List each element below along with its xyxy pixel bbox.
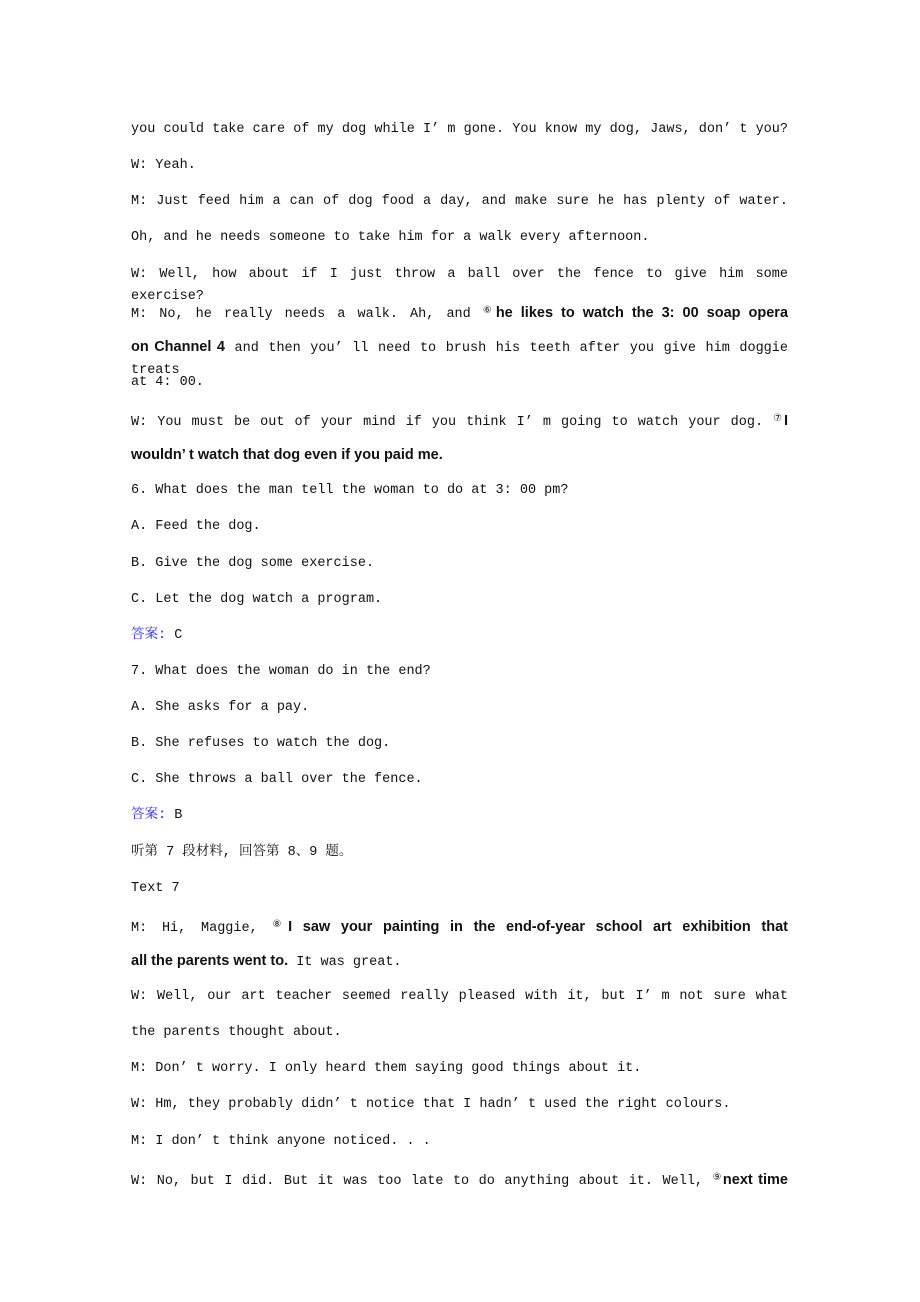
text-line bbox=[131, 769, 788, 805]
key-sentence: on Channel 4 bbox=[131, 338, 225, 355]
text-line bbox=[131, 805, 788, 841]
text-segment: W: Well, how about if I just throw a ball over the fence to give him some exercise? bbox=[131, 266, 788, 304]
text-segment: M: Hi, Maggie, bbox=[131, 920, 273, 936]
text-segment: at 4: 00. bbox=[131, 374, 204, 390]
text-segment: W: Hm, they probably didn’ t notice that I hadn’ t used the right colours. bbox=[131, 1097, 731, 1113]
text-line bbox=[131, 625, 788, 661]
text-line bbox=[131, 878, 788, 914]
text-segment: A. She asks for a pay. bbox=[131, 700, 310, 715]
text-line bbox=[131, 553, 788, 589]
text-segment: M: Don’ t worry. I only heard them saying good things about it. bbox=[131, 1061, 642, 1077]
text-line bbox=[131, 516, 788, 552]
text-segment: Oh, and he needs someone to take him for a walk every afternoon. bbox=[131, 230, 650, 246]
text-segment: W: Yeah. bbox=[131, 158, 196, 174]
text-segment: C. Let the dog watch a program. bbox=[131, 591, 383, 607]
text-line bbox=[131, 986, 788, 1022]
text-segment: A. Feed the dog. bbox=[131, 519, 261, 535]
key-sentence: all the parents went to. bbox=[131, 952, 289, 969]
text-segment: C bbox=[174, 627, 183, 643]
text-segment: 7. What does the woman do in the end? bbox=[131, 663, 431, 679]
circled-number-marker: ⑨ bbox=[712, 1171, 723, 1183]
text-segment: M: No, he really needs a walk. Ah, and bbox=[131, 306, 483, 322]
text-line bbox=[131, 264, 788, 304]
key-sentence: I saw your painting in the end-of-year school art exhibition that bbox=[288, 918, 788, 935]
text-line bbox=[131, 1058, 788, 1094]
text-segment: and then you’ ll need to brush his teeth after you give him doggie treats bbox=[131, 340, 788, 378]
text-segment: you could take care of my dog while I’ m gone. You know my dog, Jaws, don’ t you? bbox=[131, 122, 788, 137]
text-line bbox=[131, 589, 788, 625]
text-line bbox=[131, 119, 788, 155]
text-segment: M: I don’ t think anyone noticed. . . bbox=[131, 1133, 431, 1149]
text-segment: M: Just feed him a can of dog food a day, and make sure he has plenty of water. bbox=[131, 194, 788, 210]
key-sentence: next time bbox=[722, 1171, 788, 1188]
text-segment: Text 7 bbox=[131, 880, 180, 896]
text-line bbox=[131, 480, 788, 516]
answer-label: 答案: bbox=[131, 627, 175, 643]
circled-number-marker: ⑥ bbox=[482, 304, 496, 316]
text-segment: W: No, but I did. But it was too late to do anything about it. Well, bbox=[131, 1173, 713, 1189]
text-segment: the parents thought about. bbox=[131, 1025, 342, 1041]
text-segment: C. She throws a ball over the fence. bbox=[131, 772, 423, 788]
text-line bbox=[131, 336, 788, 378]
text-segment: B. She refuses to watch the dog. bbox=[131, 736, 391, 752]
text-line bbox=[131, 444, 788, 480]
text-line bbox=[131, 1167, 788, 1203]
text-line bbox=[131, 191, 788, 227]
text-line bbox=[131, 1022, 788, 1058]
circled-number-marker: ⑧ bbox=[272, 918, 289, 930]
key-sentence: wouldn’ t watch that dog even if you paid me. bbox=[131, 447, 443, 464]
text-segment: 6. What does the man tell the woman to do at 3: 00 pm? bbox=[131, 483, 569, 499]
text-line bbox=[131, 227, 788, 263]
text-segment: W: Well, our art teacher seemed really pleased with it, but I’ m not sure what bbox=[131, 989, 788, 1004]
text-line bbox=[131, 661, 788, 697]
text-line bbox=[131, 1094, 788, 1130]
text-line bbox=[131, 1131, 788, 1167]
text-line bbox=[131, 733, 788, 769]
key-sentence: I bbox=[783, 413, 788, 429]
text-segment: B bbox=[174, 808, 183, 824]
answer-label: 答案: bbox=[131, 808, 175, 824]
text-segment: W: You must be out of your mind if you think I’ m going to watch your dog. bbox=[131, 415, 774, 430]
text-line bbox=[131, 842, 788, 878]
key-sentence: he likes to watch the 3: 00 soap opera bbox=[495, 304, 789, 321]
text-segment: It was great. bbox=[288, 954, 402, 970]
document-page bbox=[131, 119, 788, 1203]
text-line bbox=[131, 950, 788, 986]
circled-number-marker: ⑦ bbox=[773, 413, 784, 424]
text-line bbox=[131, 697, 788, 733]
text-line bbox=[131, 155, 788, 191]
text-segment: 听第 7 段材料, 回答第 8、9 题。 bbox=[131, 844, 353, 860]
text-segment: B. Give the dog some exercise. bbox=[131, 555, 375, 571]
text-line bbox=[131, 408, 788, 444]
text-line bbox=[131, 300, 788, 336]
text-line bbox=[131, 372, 788, 408]
text-line bbox=[131, 914, 788, 950]
